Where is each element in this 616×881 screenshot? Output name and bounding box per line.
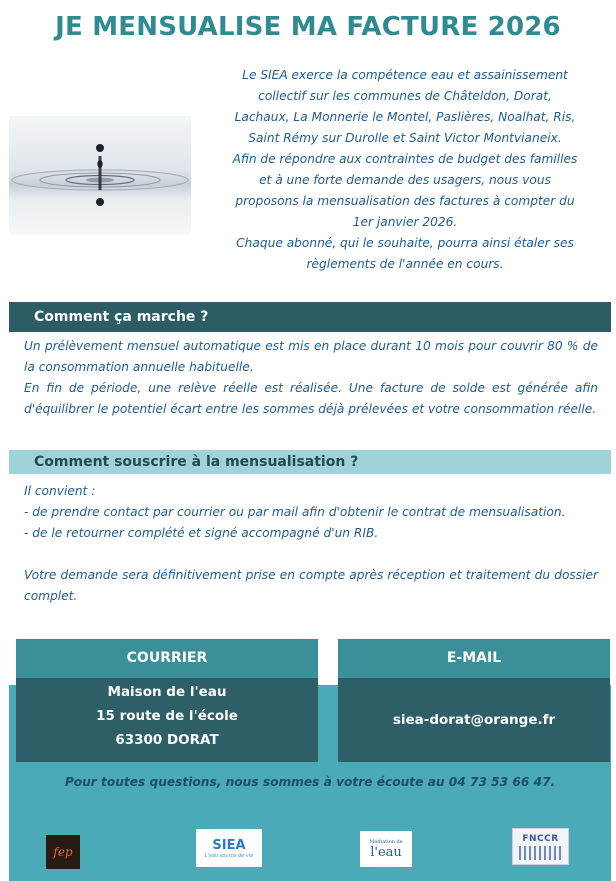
fnccr-logo <box>512 828 569 865</box>
fnccr-logo-text: FNCCR <box>522 833 559 844</box>
mediation-logo-big: l'eau <box>370 844 402 860</box>
fnccr-logo-graphic <box>519 846 563 860</box>
intro-line: Chaque abonné, qui le souhaite, pourra ainsi étaler ses <box>236 236 574 250</box>
spacer <box>24 544 598 565</box>
subscribe-step-2: - de le retourner complété et signé accompagné d'un RIB. <box>24 526 379 540</box>
siea-logo <box>196 829 262 867</box>
email-header: E-MAIL <box>338 639 610 678</box>
how-it-works-text <box>24 336 598 420</box>
address-line: 63300 DORAT <box>115 732 219 748</box>
intro-line: règlements de l'année en cours. <box>306 257 504 271</box>
how-paragraph-2: En fin de période, une relève réelle est réalisée. Une facture de solde est générée afin d'équilibrer le potentiel écart entre les sommes déjà prélevées et votre consommation réelle. <box>24 381 598 416</box>
subscribe-text <box>24 481 598 607</box>
water-drop-ripple-icon <box>9 116 191 235</box>
mediation-logo-small: Médiation de <box>369 838 403 845</box>
intro-line: collectif sur les communes de Châteldon, Dorat, <box>258 89 552 103</box>
subscribe-heading: Comment souscrire à la mensualisation ? <box>9 450 611 474</box>
page-title: JE MENSUALISE MA FACTURE 2026 <box>55 12 561 42</box>
intro-line: et à une forte demande des usagers, nous vous <box>259 173 551 187</box>
intro-line: Afin de répondre aux contraintes de budget des familles <box>232 152 578 166</box>
contact-phone-note: Pour toutes questions, nous sommes à votre écoute au 04 73 53 66 47. <box>64 775 556 789</box>
subscribe-intro: Il convient : <box>24 484 96 498</box>
email-address[interactable]: siea-dorat@orange.fr <box>338 678 610 762</box>
intro-line: Saint Rémy sur Durolle et Saint Victor Montvianeix. <box>248 131 562 145</box>
subscribe-step-1: - de prendre contact par courrier ou par mail afin d'obtenir le contrat de mensualisation. <box>24 505 566 519</box>
address-line: Maison de l'eau <box>107 684 227 700</box>
address-line: 15 route de l'école <box>96 708 238 724</box>
siea-logo-text: SIEA <box>212 837 246 853</box>
intro-line: Lachaux, La Monnerie le Montel, Paslières, Noalhat, Ris, <box>234 110 576 124</box>
fep-logo-text: fep <box>53 845 73 859</box>
intro-paragraph <box>196 65 614 275</box>
how-it-works-heading: Comment ça marche ? <box>9 302 611 332</box>
intro-line: Le SIEA exerce la compétence eau et assainissement <box>242 68 568 82</box>
mail-header: COURRIER <box>16 639 318 678</box>
intro-line: 1er janvier 2026. <box>352 215 458 229</box>
how-paragraph-1: Un prélèvement mensuel automatique est mis en place durant 10 mois pour couvrir 80 % de la consommation annuelle habituelle. <box>24 339 598 374</box>
fep-logo <box>46 835 80 869</box>
mediation-eau-logo <box>360 831 412 867</box>
subscribe-note: Votre demande sera définitivement prise en compte après réception et traitement du dossier complet. <box>24 568 598 603</box>
siea-logo-tagline: L'eau source de vie <box>204 852 254 859</box>
postal-address <box>16 678 318 762</box>
intro-line: proposons la mensualisation des factures à compter du <box>235 194 575 208</box>
